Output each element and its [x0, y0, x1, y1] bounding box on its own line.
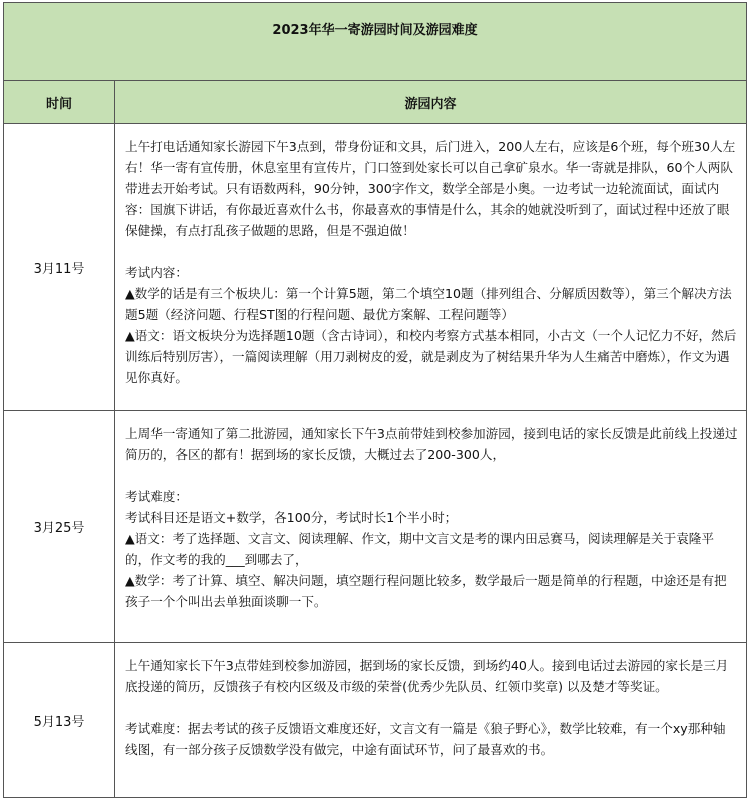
header-time: 时间 — [4, 81, 115, 124]
content-paragraph: ▲语文：考了选择题、文言文、阅读理解、作文，期中文言文是考的课内田忌赛马，阅读理解是关于袁隆平的，作文考的我的___到哪去了， — [125, 531, 714, 567]
content-paragraph: ▲数学的话是有三个板块儿：第一个计算5题，第二个填空10题（排列组合、分解质因数等），第三个解决方法题5题（经济问题、行程ST图的行程问题、最优方案解、工程问题等） — [125, 286, 732, 322]
blank-line — [125, 697, 738, 718]
content-paragraph: 考试难度：据去考试的孩子反馈语文难度还好，文言文有一篇是《狼子野心》，数学比较难，有一个xy那种轴线图，有一部分孩子反馈数学没有做完，中途有面试环节，问了最喜欢的书。 — [125, 721, 726, 757]
blank-line — [125, 465, 738, 486]
content-paragraph: 考试难度： — [125, 489, 188, 504]
schedule-table — [3, 2, 747, 798]
row-content — [115, 643, 747, 798]
content-paragraph: ▲语文：语文板块分为选择题10题（含古诗词），和校内考察方式基本相同，小古文（一个人记忆力不好，然后训练后特别厉害），一篇阅读理解（用刀剥树皮的爱，就是剥皮为了树结果升华为人生痛苦中磨炼），作文为遇见你真好。 — [125, 328, 737, 385]
header-content: 游园内容 — [115, 81, 747, 124]
row-date: 3月25号 — [4, 411, 115, 643]
table-row — [4, 411, 747, 643]
table-title: 2023年华一寄游园时间及游园难度 — [4, 3, 747, 81]
content-paragraph: 上周华一寄通知了第二批游园，通知家长下午3点前带娃到校参加游园，接到电话的家长反馈是此前线上投递过简历的，各区的都有！据到场的家长反馈，大概过去了200-300人， — [125, 426, 738, 462]
title-row — [4, 3, 747, 81]
content-paragraph: 上午通知家长下午3点带娃到校参加游园，据到场的家长反馈，到场约40人。接到电话过去游园的家长是三月底投递的简历，反馈孩子有校内区级及市级的荣誉(优秀少先队员、红领巾奖章) 以及楚才等奖证。 — [125, 658, 729, 694]
row-date: 5月13号 — [4, 643, 115, 798]
row-content — [115, 124, 747, 411]
table-row — [4, 124, 747, 411]
content-paragraph: 上午打电话通知家长游园下午3点到，带身份证和文具，后门进入，200人左右，应该是6个班，每个班30人左右！华一寄有宣传册，休息室里有宣传片，门口签到处家长可以自己拿矿泉水。华一寄就是排队，60个人两队带进去开始考试。只有语数两科，90分钟，300字作文，数学全部是小奥。一边考试一边轮流面试，面试内容：国旗下讲话，有你最近喜欢什么书，你最喜欢的事情是什么，其余的她就没听到了，面试过程中还放了眼保健操，有点打乱孩子做题的思路，但是不强迫做！ — [125, 139, 736, 238]
row-date: 3月11号 — [4, 124, 115, 411]
table-row — [4, 643, 747, 798]
content-paragraph: 考试科目还是语文+数学，各100分，考试时长1个半小时； — [125, 510, 458, 525]
content-paragraph: ▲数学：考了计算、填空、解决问题，填空题行程问题比较多，数学最后一题是简单的行程题，中途还是有把孩子一个个叫出去单独面谈聊一下。 — [125, 573, 727, 609]
row-content — [115, 411, 747, 643]
header-row — [4, 81, 747, 124]
content-paragraph: 考试内容： — [125, 265, 188, 280]
blank-line — [125, 241, 738, 262]
